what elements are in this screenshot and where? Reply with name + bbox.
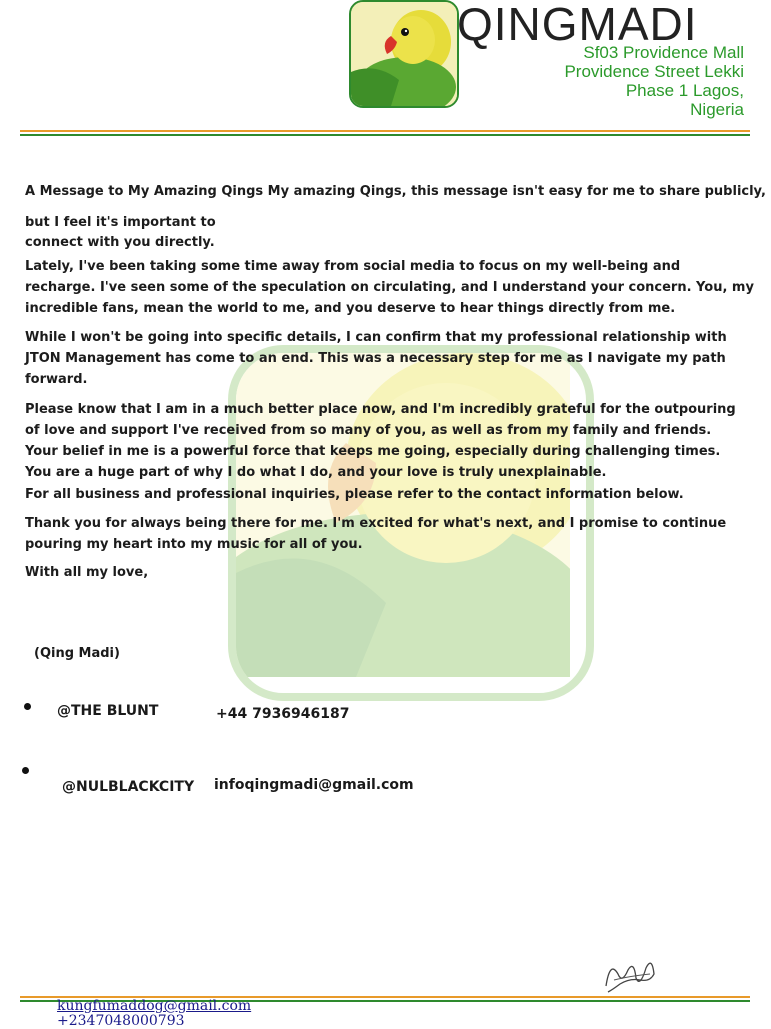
signature-scribble-icon (600, 952, 662, 1000)
contact-email: infoqingmadi@gmail.com (214, 777, 414, 793)
address-line: Providence Street Lekki (564, 62, 744, 81)
letter-line: recharge. I've seen some of the speculation on circulating, and I understand your concern. You, my (25, 280, 754, 295)
contact-handle: @NULBLACKCITY (62, 779, 195, 795)
logo (349, 0, 459, 108)
letter-line: Your belief in me is a powerful force that keeps me going, especially during challenging times. (25, 444, 721, 459)
footer-email-link[interactable]: kungfumaddog@gmail.com (57, 998, 252, 1014)
letter-line: A Message to My Amazing Qings My amazing Qings, this message isn't easy for me to share publicly, (25, 184, 766, 199)
brand-name: QINGMADI (457, 0, 698, 50)
address-line: Phase 1 Lagos, (625, 81, 744, 100)
letter-line: Thank you for always being there for me. I'm excited for what's next, and I promise to continue (25, 516, 727, 531)
letter-closing: With all my love, (25, 565, 149, 580)
letter-line: You are a huge part of why I do what I do, and your love is truly unexplainable. (25, 465, 607, 480)
signature-name: (Qing Madi) (34, 646, 120, 661)
letter-line: pouring my heart into my music for all of you. (25, 537, 363, 552)
address-line: Sf03 Providence Mall (583, 43, 744, 62)
bullet-icon (22, 767, 29, 774)
bullet-icon (24, 703, 31, 710)
letter-line: JTON Management has come to an end. This was a necessary step for me as I navigate my path (25, 351, 726, 366)
address-line: Nigeria (690, 100, 744, 119)
contact-handle: @THE BLUNT (57, 703, 159, 719)
header-rule-orange (20, 130, 750, 132)
letter-line: Lately, I've been taking some time away from social media to focus on my well-being and (25, 259, 681, 274)
letter-line: For all business and professional inquiries, please refer to the contact information below. (25, 487, 684, 502)
header-rule-green (20, 134, 750, 136)
contact-phone: +44 7936946187 (216, 706, 350, 722)
address-block (484, 43, 744, 119)
parrot-icon (351, 2, 457, 106)
letter-line: While I won't be going into specific details, I can confirm that my professional relationship with (25, 330, 727, 345)
footer-phone: +2347048000793 (57, 1013, 185, 1029)
letter-line: forward. (25, 372, 88, 387)
letter-line: of love and support I've received from so many of you, as well as from my family and friends. (25, 423, 712, 438)
letter-line: Please know that I am in a much better place now, and I'm incredibly grateful for the outpouring (25, 402, 736, 417)
letter-line: incredible fans, mean the world to me, and you deserve to hear things directly from me. (25, 301, 676, 316)
letter-line: connect with you directly. (25, 235, 215, 250)
letter-line: but I feel it's important to (25, 215, 216, 230)
